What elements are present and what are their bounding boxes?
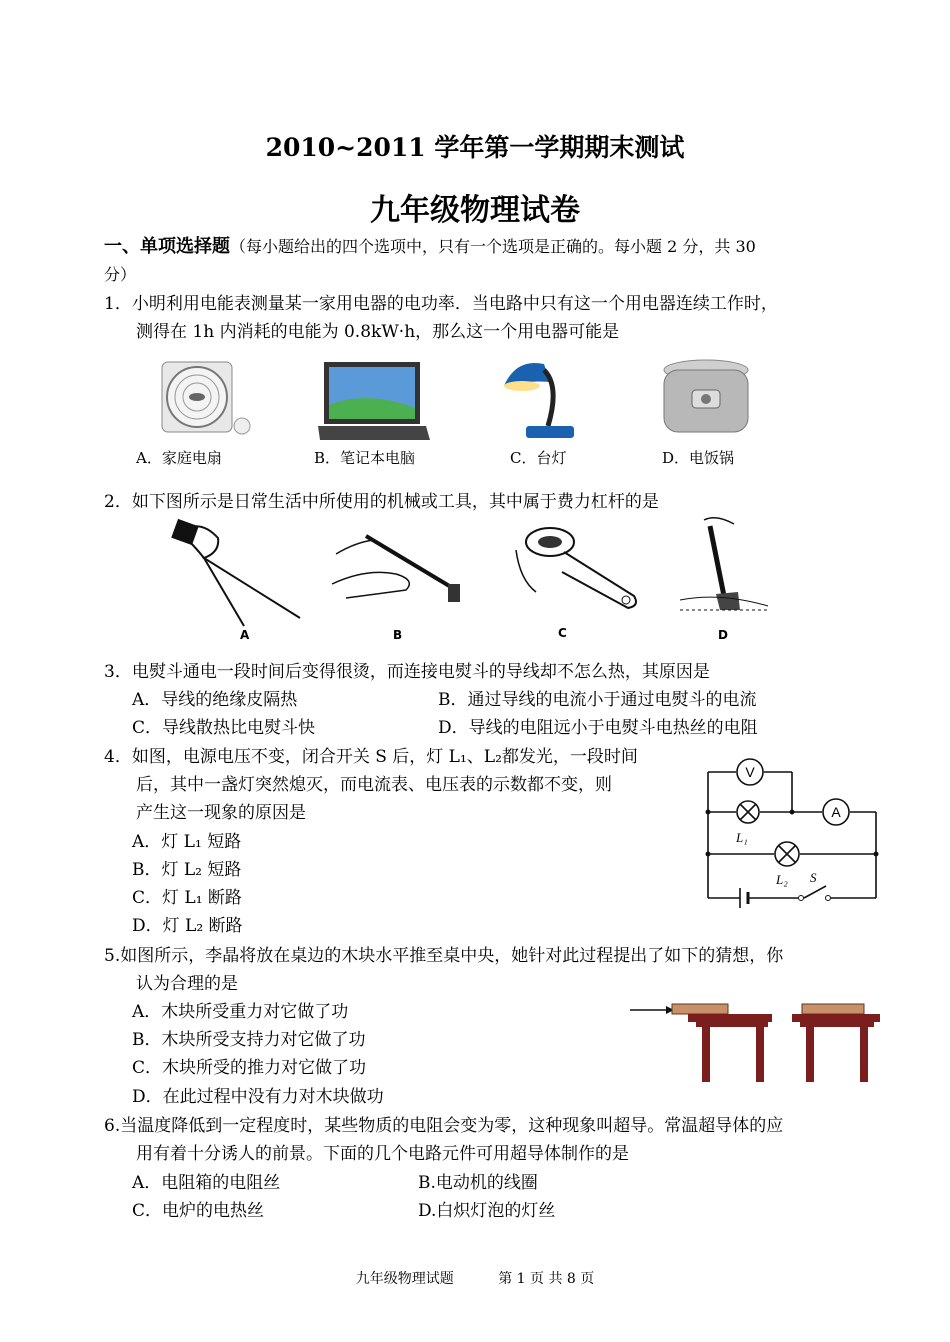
q2-label-c: C bbox=[558, 626, 567, 640]
bottle-opener-image bbox=[514, 520, 644, 615]
q1-option-b: B．笔记本电脑 bbox=[314, 449, 416, 467]
page-footer bbox=[0, 1268, 950, 1288]
q4-text-line1: 4．如图，电源电压不变，闭合开关 S 后，灯 L₁、L₂都发光，一段时间 bbox=[104, 747, 638, 767]
q5-option-d: D．在此过程中没有力对木块做功 bbox=[132, 1087, 384, 1107]
section-heading: 一、单项选择题 bbox=[104, 236, 230, 257]
q4-option-b: B．灯 L₂ 短路 bbox=[132, 860, 242, 880]
laptop-image bbox=[318, 360, 430, 442]
toothbrush-image bbox=[326, 528, 466, 618]
q6-text-line2: 用有着十分诱人的前景。下面的几个电路元件可用超导体制作的是 bbox=[136, 1144, 629, 1164]
fan-image bbox=[160, 360, 260, 440]
section-note: （每小题给出的四个选项中，只有一个选项是正确的。每小题 2 分，共 30 bbox=[230, 237, 756, 256]
q6-option-c: C．电炉的电热丝 bbox=[132, 1201, 265, 1221]
q4-option-c: C．灯 L₁ 断路 bbox=[132, 888, 242, 908]
q6-text-line1: 6.当温度降低到一定程度时，某些物质的电阻会变为零，这种现象叫超导。常温超导体的应 bbox=[104, 1116, 784, 1136]
q3-option-d: D．导线的电阻远小于电熨斗电热丝的电阻 bbox=[438, 718, 758, 738]
q3-option-c: C．导线散热比电熨斗快 bbox=[132, 718, 316, 738]
rice-cooker-image bbox=[660, 356, 752, 446]
q5-option-b: B．木块所受支持力对它做了功 bbox=[132, 1030, 366, 1050]
pliers-image bbox=[160, 518, 310, 628]
exam-subtitle: 九年级物理试卷 bbox=[370, 193, 580, 228]
q5-text-line2: 认为合理的是 bbox=[136, 974, 238, 994]
ammeter-label: A bbox=[831, 804, 841, 820]
q6-option-b: B.电动机的线圈 bbox=[418, 1173, 538, 1193]
shovel-image bbox=[680, 514, 770, 619]
tables-diagram bbox=[630, 1000, 882, 1086]
q1-option-d: D．电饭锅 bbox=[662, 449, 735, 467]
q2-label-d: D bbox=[718, 628, 728, 642]
q5-text-line1: 5.如图所示，李晶将放在桌边的木块水平推至桌中央，她针对此过程提出了如下的猜想，你 bbox=[104, 946, 784, 966]
q4-option-d: D．灯 L₂ 断路 bbox=[132, 916, 243, 936]
q1-text-line1: 1．小明利用电能表测量某一家用电器的电功率．当电路中只有这一个用电器连续工作时， bbox=[104, 294, 778, 314]
q6-option-d: D.白炽灯泡的灯丝 bbox=[418, 1201, 556, 1221]
q3-option-a: A．导线的绝缘皮隔热 bbox=[132, 690, 298, 710]
q2-label-a: A bbox=[240, 628, 250, 642]
exam-title: 2010~2011 学年第一学期期末测试 bbox=[265, 133, 685, 162]
q2-label-b: B bbox=[393, 628, 403, 642]
q2-text-line1: 2．如下图所示是日常生活中所使用的机械或工具，其中属于费力杠杆的是 bbox=[104, 492, 659, 512]
q5-option-c: C．木块所受的推力对它做了功 bbox=[132, 1058, 367, 1078]
q5-option-a: A．木块所受重力对它做了功 bbox=[132, 1002, 349, 1022]
desk-lamp-image bbox=[498, 356, 580, 446]
circuit-diagram bbox=[700, 758, 880, 918]
q4-text-line3: 产生这一现象的原因是 bbox=[136, 803, 306, 823]
lamp1-label: L₁ bbox=[736, 830, 748, 845]
q4-text-line2: 后，其中一盏灯突然熄灭，而电流表、电压表的示数都不变，则 bbox=[136, 775, 612, 795]
q4-option-a: A．灯 L₁ 短路 bbox=[132, 832, 242, 852]
q1-option-a: A．家庭电扇 bbox=[136, 449, 222, 467]
section-heading-line bbox=[104, 233, 756, 261]
lamp2-label: L₂ bbox=[776, 872, 788, 887]
voltmeter-label: V bbox=[745, 764, 755, 780]
q3-option-b: B．通过导线的电流小于通过电熨斗的电流 bbox=[438, 690, 757, 710]
switch-label: S bbox=[810, 870, 817, 885]
section-note-cont: 分） bbox=[104, 265, 137, 284]
q1-option-c: C．台灯 bbox=[510, 449, 567, 467]
page-number: 第 1 页 共 8 页 bbox=[498, 1271, 595, 1287]
q6-option-a: A．电阻箱的电阻丝 bbox=[132, 1173, 281, 1193]
q3-text-line1: 3．电熨斗通电一段时间后变得很烫，而连接电熨斗的导线却不怎么热，其原因是 bbox=[104, 662, 710, 682]
q1-text-line2: 测得在 1h 内消耗的电能为 0.8kW·h，那么这一个用电器可能是 bbox=[136, 322, 620, 342]
footer-title: 九年级物理试题 bbox=[355, 1271, 454, 1287]
